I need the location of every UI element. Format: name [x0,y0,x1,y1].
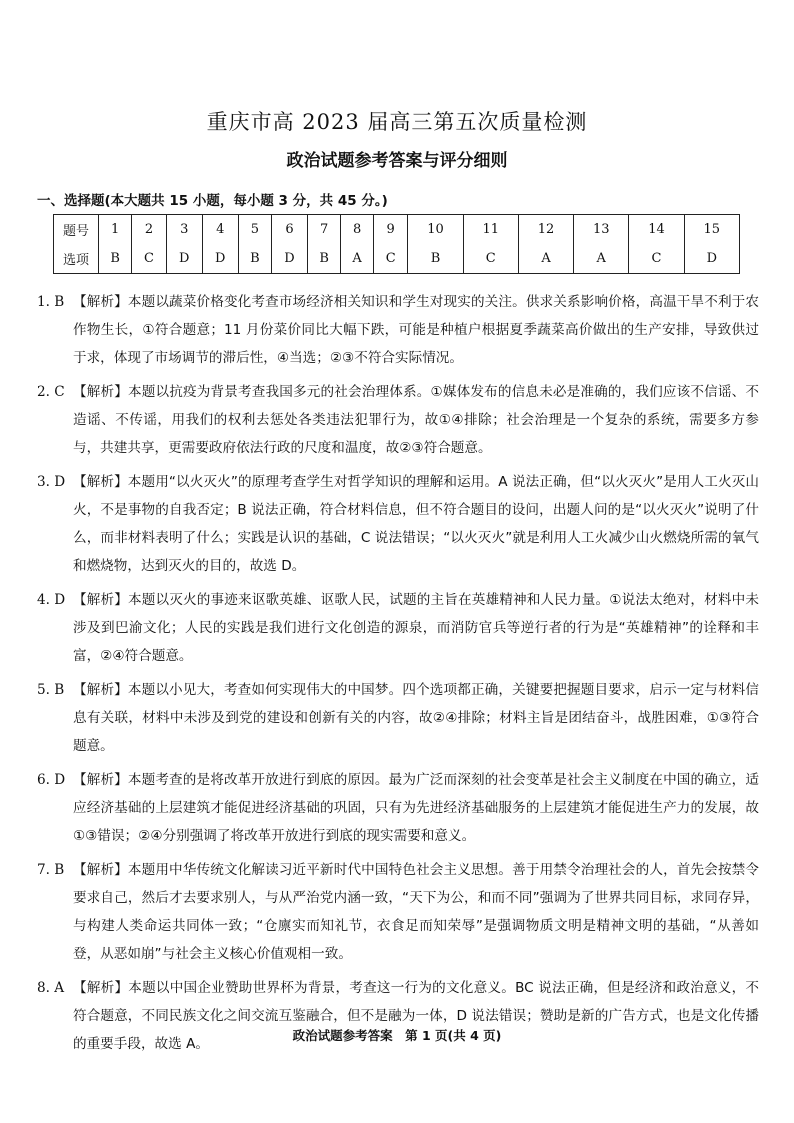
question-number-cell: 15 [684,215,739,245]
question-number-cell: 12 [518,215,573,245]
analysis-tag: 【解析】 [73,682,128,698]
answer-cell: D [271,244,307,274]
question-number-cell: 13 [574,215,629,245]
analysis-tag: 【解析】 [73,862,128,878]
item-text: 本题考查的是将改革开放进行到底的原因。最为广泛而深刻的社会变革是社会主义制度在中国的确立，适应经济基础的上层建筑才能促进经济基础的巩固，只有为先进经济基础服务的上层建筑才能促进生产力的发展，故①③错误；②④分别强调了将改革开放进行到底的现实需要和意义。 [73,772,759,844]
item-text: 本题用“以火灭火”的原理考查学生对哲学知识的理解和运用。A 说法正确，但“以火灭火”是用人工火灭山火，不是事物的自我否定；B 说法正确，符合材料信息，但不符合题目的设问，出题人问的是“以火灭火”说明了什么，而非材料表明了什么；实践是认识的基础，C 说法错误；“以火灭火”就是利用人工火减少山火燃烧所需的氧气和燃烧物，达到灭火的目的，故选 D。 [73,474,759,574]
question-number-cell: 14 [629,215,684,245]
answer-cell: C [629,244,684,274]
answer-cell: C [463,244,518,274]
answer-table [53,214,740,274]
analysis-tag: 【解析】 [73,980,129,996]
explanation-item [37,766,759,850]
explanation-item [37,468,759,580]
item-text: 本题以中国企业赞助世界杯为背景，考查这一行为的文化意义。BC 说法正确，但是经济和政治意义，不符合题意，不同民族文化之间交流互鉴融合，但不是融为一体，D 说法错误；赞助是新的广告方式，也是文化传播的重要手段，故选 A。 [73,980,759,1052]
answer-cell: C [373,244,407,274]
item-number: 6. D [37,772,66,788]
item-text: 本题用中华传统文化解读习近平新时代中国特色社会主义思想。善于用禁令治理社会的人，首先会按禁令要求自己，然后才去要求别人，与从严治党内涵一致，“天下为公，和而不同”强调为了世界共同目标，求同存异，与构建人类命运共同体一致；“仓廪实而知礼节，衣食足而知荣辱”是强调物质文明是精神文明的基础，“从善如登，从恶如崩”与社会主义核心价值观相一致。 [73,862,759,962]
item-text: 本题以灭火的事迹来讴歌英雄、讴歌人民，试题的主旨在英雄精神和人民力量。①说法太绝对，材料中未涉及到巴渝文化；人民的实践是我们进行文化创造的源泉，而消防官兵等逆行者的行为是“英雄精神”的诠释和丰富，②④符合题意。 [73,592,760,664]
question-number-cell: 8 [341,215,374,245]
analysis-tag: 【解析】 [73,592,129,608]
item-number: 5. B [37,682,65,698]
section-heading: 一、选择题(本大题共 15 小题，每小题 3 分，共 45 分。) [37,193,388,209]
item-number: 2. C [37,384,65,400]
answer-cell: A [574,244,629,274]
answer-cell: D [166,244,202,274]
item-number: 3. D [37,474,66,490]
table-header-cell: 选项 [54,244,99,274]
question-number-cell: 10 [408,215,463,245]
item-number: 1. B [37,294,65,310]
page-footer: 政治试题参考答案 第 1 页(共 4 页) [292,1028,502,1043]
question-number-cell: 7 [307,215,340,245]
table-row-numbers [54,215,740,245]
analysis-tag: 【解析】 [73,772,128,788]
explanation-item [37,288,759,372]
item-text: 本题以蔬菜价格变化考查市场经济相关知识和学生对现实的关注。供求关系影响价格，高温干旱不利于农作物生长，①符合题意；11 月份菜价同比大幅下跌，可能是种植户根据夏季蔬菜高价做出的生产安排，导致供过于求，体现了市场调节的滞后性，④当选；②③不符合实际情况。 [73,294,759,366]
answer-cell: B [99,244,132,274]
answer-cell: C [132,244,166,274]
question-number-cell: 3 [166,215,202,245]
answer-cell: D [202,244,238,274]
explanation-list [37,288,759,1064]
question-number-cell: 4 [202,215,238,245]
question-number-cell: 1 [99,215,132,245]
item-number: 4. D [37,592,66,608]
question-number-cell: 5 [238,215,271,245]
analysis-tag: 【解析】 [73,474,128,490]
explanation-item [37,856,759,968]
answer-cell: B [408,244,463,274]
item-number: 8. A [37,980,65,996]
analysis-tag: 【解析】 [73,384,129,400]
table-row-answers [54,244,740,274]
explanation-item [37,974,759,1058]
question-number-cell: 11 [463,215,518,245]
question-number-cell: 9 [373,215,407,245]
item-number: 7. B [37,862,65,878]
item-text: 本题以抗疫为背景考查我国多元的社会治理体系。①媒体发布的信息未必是准确的，我们应该不信谣、不造谣、不传谣，用我们的权利去惩处各类违法犯罪行为，故①④排除；社会治理是一个复杂的系统，需要多方参与，共建共享，更需要政府依法行政的尺度和温度，故②③符合题意。 [73,384,760,456]
table-header-cell: 题号 [54,215,99,245]
explanation-item [37,378,759,462]
item-text: 本题以小见大，考查如何实现伟大的中国梦。四个选项都正确，关键要把握题目要求，启示一定与材料信息有关联，材料中未涉及到党的建设和创新有关的内容，故②④排除；材料主旨是团结奋斗，战胜困难，①③符合题意。 [73,682,759,754]
question-number-cell: 2 [132,215,166,245]
question-number-cell: 6 [271,215,307,245]
document-subtitle: 政治试题参考答案与评分细则 [286,151,508,171]
analysis-tag: 【解析】 [73,294,128,310]
answer-cell: A [518,244,573,274]
document-title: 重庆市高 2023 届高三第五次质量检测 [206,110,588,134]
answer-cell: B [238,244,271,274]
explanation-item [37,586,759,670]
answer-cell: B [307,244,340,274]
answer-cell: A [341,244,374,274]
explanation-item [37,676,759,760]
answer-cell: D [684,244,739,274]
